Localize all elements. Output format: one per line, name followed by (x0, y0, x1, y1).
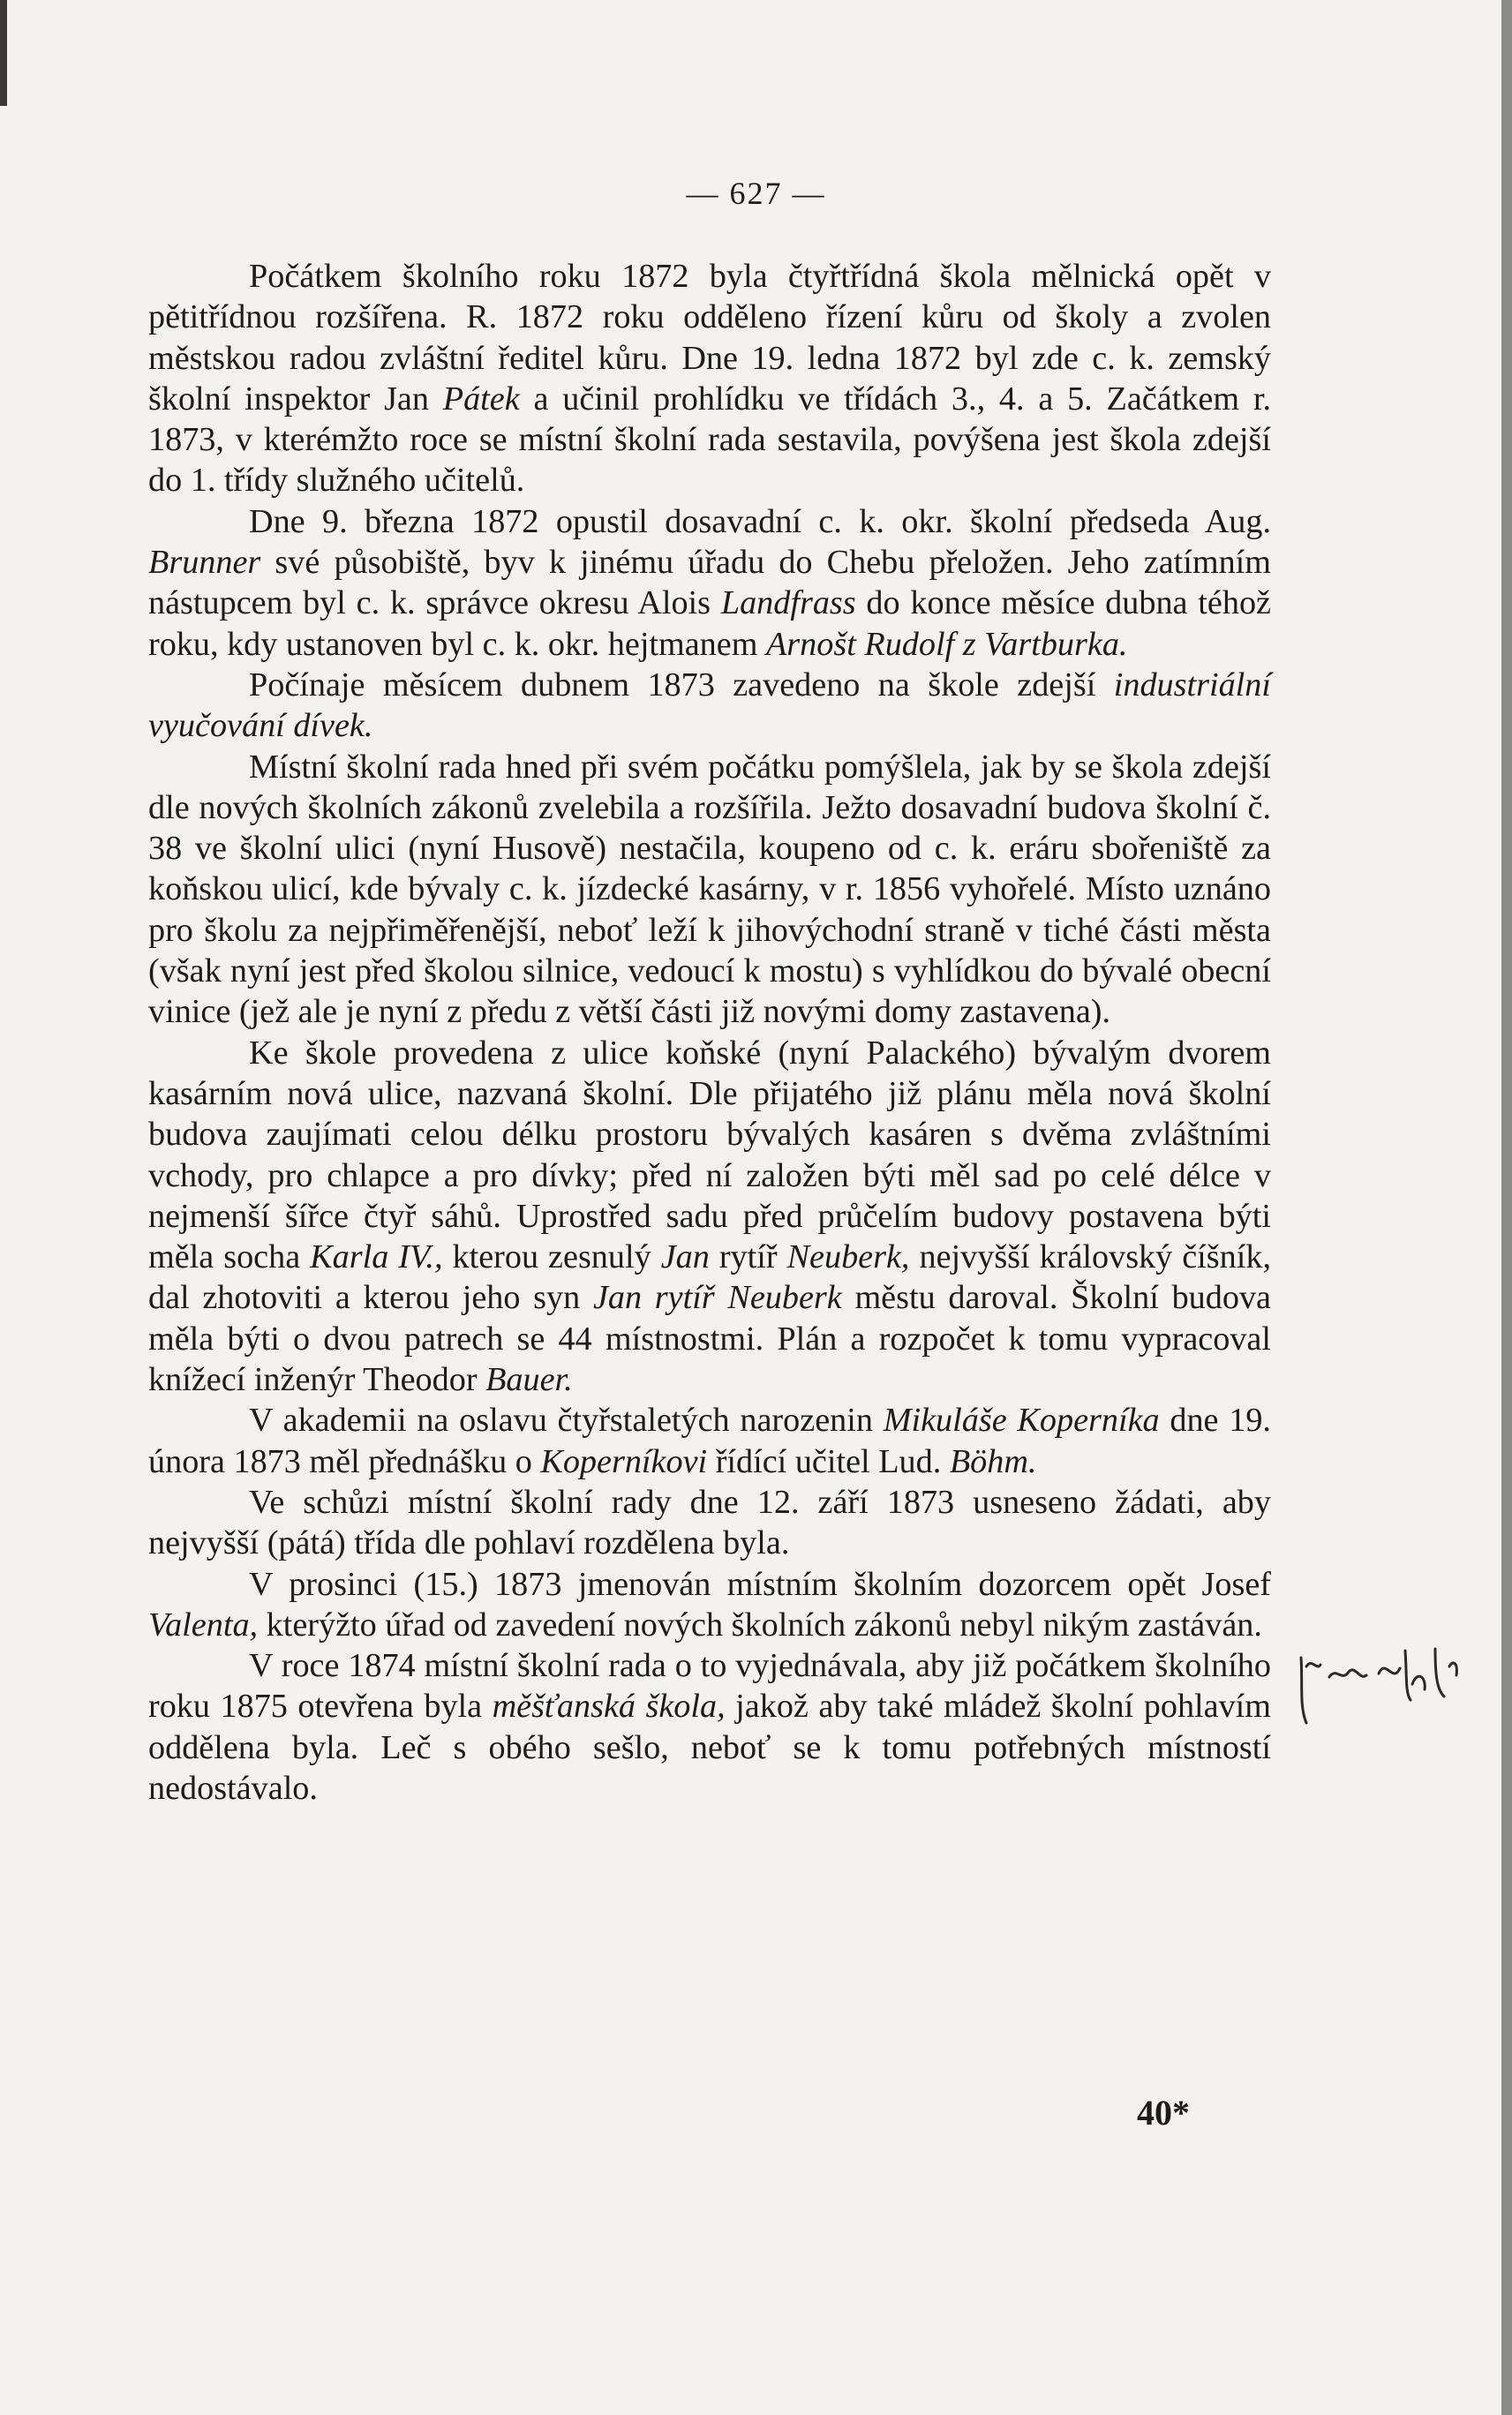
paragraph (148, 1400, 1271, 1482)
text-run: V akademii na oslavu čtyřstaletých narozenin (249, 1402, 884, 1440)
signature-mark: 40* (1137, 2093, 1190, 2133)
text-run: řídící učitel Lud. (707, 1442, 950, 1480)
italic-name: Landfrass (720, 584, 856, 622)
text-run: Dne 9. března 1872 opustil dosavadní c. k. okr. školní předseda Aug. (249, 502, 1271, 540)
italic-name: Jan (660, 1238, 710, 1276)
italic-name: Bauer. (485, 1361, 573, 1399)
italic-name: Karla IV., (310, 1238, 443, 1276)
paragraph (148, 1033, 1271, 1401)
body-text (148, 256, 1271, 1809)
text-run: V prosinci (15.) 1873 jmenován místním školním dozorcem opět Josef (249, 1565, 1271, 1603)
text-run: městu daroval. Školní budova měla býti o dvou patrech se 44 místnostmi. Plán a rozpočet k tomu vypracoval knížecí inženýr Theodor (148, 1279, 1271, 1399)
scan-edge-right (1501, 0, 1512, 2415)
italic-name: Böhm. (949, 1442, 1037, 1480)
paragraph (148, 501, 1271, 665)
text-run: kterýžto úřad od zavedení nových školních zákonů nebyl nikým zastáván. (258, 1606, 1262, 1644)
italic-name: měšťanská škola, (492, 1688, 726, 1726)
italic-name: Valenta, (148, 1606, 259, 1644)
italic-name: Neuberk, (786, 1238, 910, 1276)
paragraph (148, 1482, 1271, 1564)
paragraph (148, 1564, 1271, 1646)
text-run: jakož aby také mládež školní pohlavím oddělena byla. Leč s obého sešlo, neboť se k tomu potřebných místností nedostávalo. (148, 1688, 1271, 1807)
page-number: — 627 — (686, 176, 826, 211)
paragraph (148, 256, 1271, 501)
text-run: Ve schůzi místní školní rady dne 12. září 1873 usneseno žádati, aby nejvyšší (pátá) třída dle pohlaví rozdělena byla. (148, 1483, 1271, 1562)
text-run: Počínaje měsícem dubnem 1873 zavedeno na škole zdejší (249, 666, 1114, 703)
text-run: nejvyšší královský číšník, dal zhotoviti a kterou jeho syn (148, 1238, 1272, 1317)
text-run: dne 19. února 1873 měl přednášku o (148, 1402, 1271, 1480)
text-run: do konce měsíce dubna téhož roku, kdy ustanoven byl c. k. okr. hejtmanem (148, 584, 1271, 663)
text-run: Ke škole provedena z ulice koňské (nyní Palackého) bývalým dvorem kasárním nová ulice, nazvaná školní. Dle přijatého již plánu měla nová školní budova zaujímati celou délku prostoru bývalých kasáren s dvěma zvláštními vchody, pro chlapce a pro dívky; před ní založen býti měl sad po celé délce v nejmenší šířce čtyř sáhů. Uprostřed sadu před průčelím budovy postavena býti měla socha (148, 1034, 1271, 1276)
handwritten-margin-note (1294, 1631, 1488, 1728)
italic-name: Arnošt Rudolf z Vartburka. (765, 625, 1128, 663)
paragraph (148, 665, 1271, 747)
italic-name: Pátek (442, 380, 520, 418)
text-run: Počátkem školního roku 1872 byla čtyřtřídná škola mělnická opět v pětitřídnou rozšířena. R. 1872 roku odděleno řízení kůru od školy a zvolen městskou radou zvláštní ředitel kůru. Dne 19. ledna 1872 byl zde c. k. zemský školní inspektor Jan (148, 258, 1271, 418)
text-run: své působiště, byv k jinému úřadu do Chebu přeložen. Jeho zatímním nástupcem byl c. k. správce okresu Alois (148, 544, 1271, 622)
italic-name: Jan rytíř Neuberk (592, 1279, 842, 1317)
text-run: rytíř (709, 1238, 787, 1276)
paragraph (148, 747, 1271, 1033)
scan-edge-left (0, 0, 7, 106)
italic-name: Koperníkovi (540, 1442, 708, 1480)
text-run: a učinil prohlídku ve třídách 3., 4. a 5. Začátkem r. 1873, v kterémžto roce se místní školní rada sestavila, povýšena jest škola zdejší do 1. třídy služného učitelů. (148, 380, 1271, 500)
italic-name: Mikuláše Koperníka (883, 1402, 1160, 1440)
text-run: kterou zesnulý (442, 1238, 661, 1276)
text-run: Místní školní rada hned při svém počátku pomýšlela, jak by se škola zdejší dle nových školních zákonů zvelebila a rozšířila. Ježto dosavadní budova školní č. 38 ve školní ulici (nyní Husově) nestačila, koupeno od c. k. eráru sbořeniště za koňskou ulicí, kde bývaly c. k. jízdecké kasárny, v r. 1856 vyhořelé. Místo uznáno pro školu za nejpřiměřenější, neboť leží k jihovýchodní straně v tiché části města (však nyní jest před školou silnice, vedoucí k mostu) s vyhlídkou do bývalé obecní vinice (jež ale je nyní z předu z větší části již novými domy zastavena). (148, 748, 1271, 1031)
italic-name: industriální vyučování dívek. (148, 666, 1271, 745)
text-run: V roce 1874 místní školní rada o to vyjednávala, aby již počátkem školního roku 1875 otevřena byla (148, 1647, 1271, 1726)
italic-name: Brunner (148, 544, 261, 582)
paragraph (148, 1645, 1271, 1809)
